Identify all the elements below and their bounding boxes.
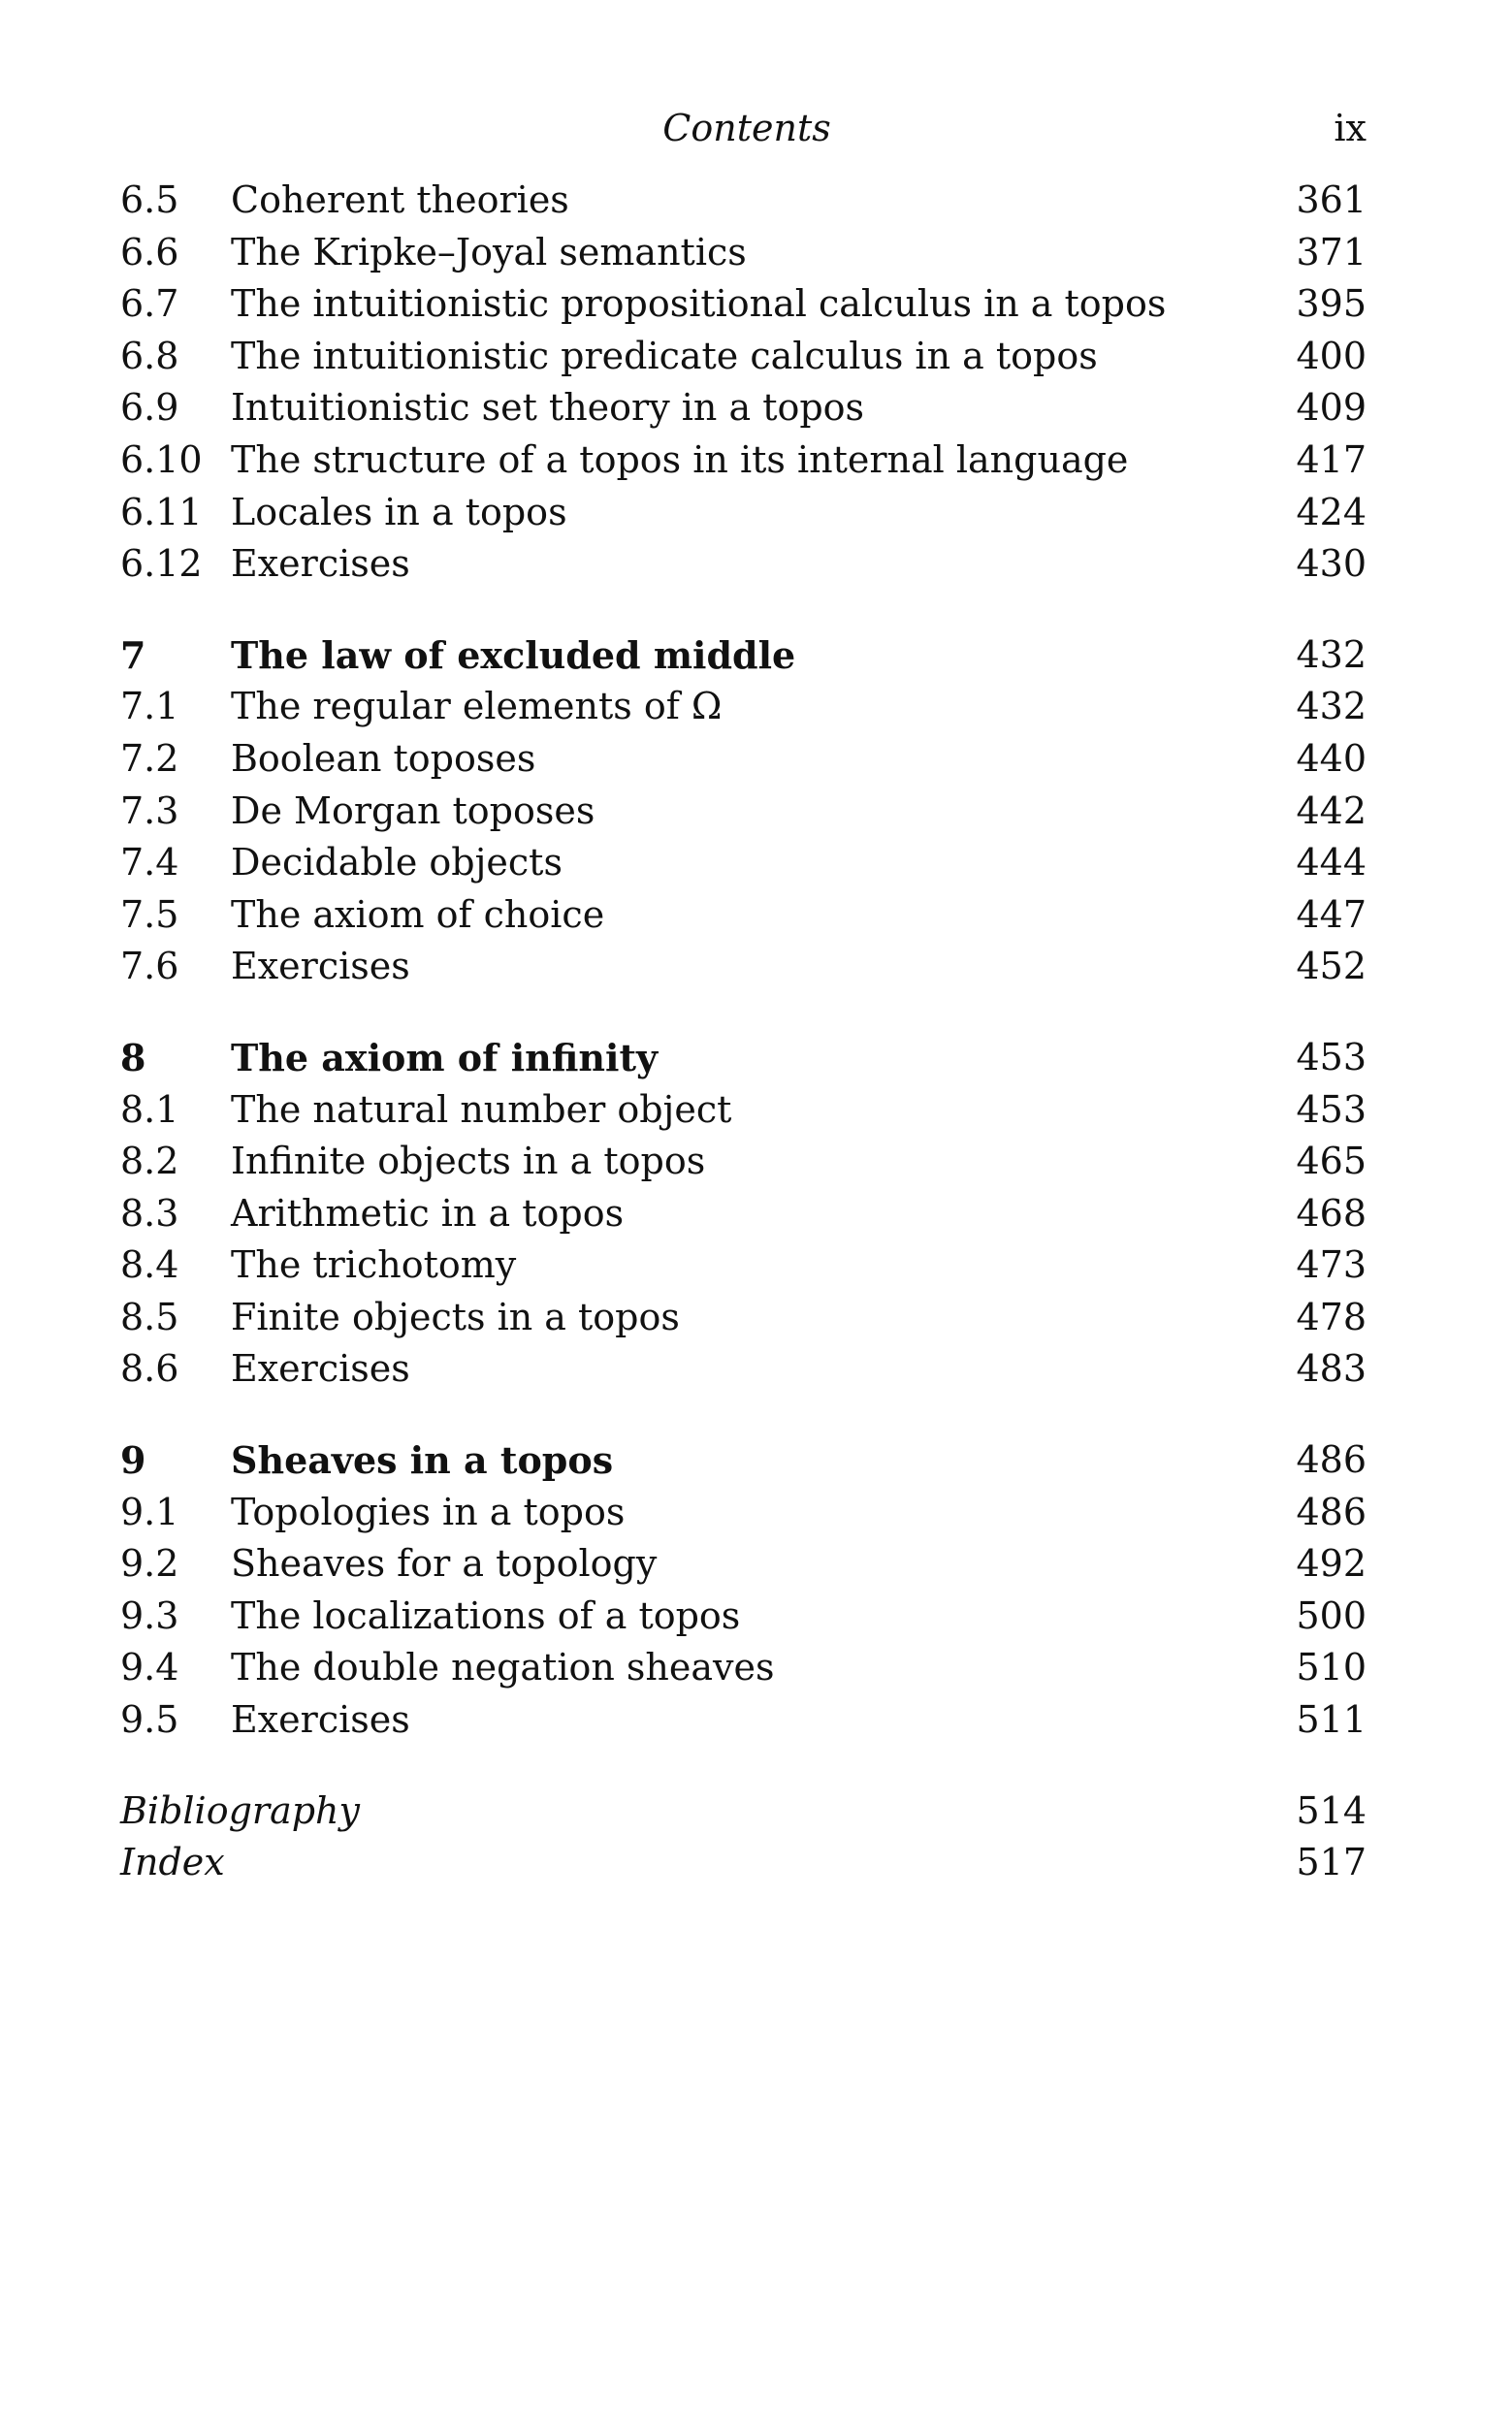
section-number: 6.12	[120, 542, 203, 586]
chapter-number: 8	[120, 1035, 146, 1079]
chapter-number: 9	[120, 1438, 146, 1483]
page-number: 371	[1296, 230, 1367, 273]
page-number: 492	[1296, 1542, 1367, 1586]
section-title: Intuitionistic set theory in a topos	[231, 386, 865, 430]
section-row	[120, 434, 1367, 487]
page-number: 486	[1296, 1490, 1367, 1533]
section-number: 8.1	[120, 1087, 179, 1131]
section-row	[120, 1642, 1367, 1694]
section-row	[120, 1239, 1367, 1292]
section-number: 6.10	[120, 437, 203, 481]
section-number: 8.3	[120, 1191, 179, 1235]
section-number: 8.4	[120, 1243, 179, 1287]
page-number: 468	[1296, 1191, 1367, 1235]
section-title: Decidable objects	[231, 841, 563, 885]
table-of-contents	[120, 175, 1367, 1928]
section-row	[120, 487, 1367, 539]
toc-group	[120, 1434, 1367, 1747]
page-number: 514	[1296, 1788, 1367, 1832]
page-number: 452	[1296, 945, 1367, 988]
section-number: 7.1	[120, 685, 179, 728]
page-number: 483	[1296, 1347, 1367, 1391]
page-number: 444	[1296, 841, 1367, 885]
section-title: The Kripke–Joyal semantics	[231, 230, 747, 273]
section-number: 6.11	[120, 490, 203, 533]
section-title: The localizations of a topos	[231, 1593, 741, 1637]
page-number: 400	[1296, 334, 1367, 377]
chapter-title: Sheaves in a topos	[231, 1438, 614, 1483]
page-number: 417	[1296, 437, 1367, 481]
section-number: 6.9	[120, 386, 179, 430]
section-row	[120, 1591, 1367, 1643]
toc-group	[120, 175, 1367, 591]
back-matter	[120, 1786, 1367, 1889]
chapter-row	[120, 629, 1367, 682]
section-row	[120, 331, 1367, 383]
page-number: 432	[1296, 685, 1367, 728]
section-row	[120, 786, 1367, 838]
section-row	[120, 227, 1367, 279]
section-row	[120, 175, 1367, 227]
page-number: 442	[1296, 788, 1367, 832]
chapter-title: The axiom of infinity	[231, 1035, 659, 1079]
section-number: 7.4	[120, 841, 179, 885]
section-title: The intuitionistic predicate calculus in a topos	[231, 334, 1098, 377]
section-number: 9.2	[120, 1542, 179, 1586]
page-number: 409	[1296, 386, 1367, 430]
section-title: De Morgan toposes	[231, 788, 595, 832]
page-number: 430	[1296, 542, 1367, 586]
section-row	[120, 1343, 1367, 1396]
page-number: 500	[1296, 1593, 1367, 1637]
section-number: 6.6	[120, 230, 179, 273]
page-number: 510	[1296, 1646, 1367, 1689]
section-title: Infinite objects in a topos	[231, 1140, 706, 1183]
section-number: 7.6	[120, 945, 179, 988]
section-title: Locales in a topos	[231, 490, 567, 533]
section-row	[120, 1487, 1367, 1539]
section-title: Coherent theories	[231, 178, 569, 221]
section-row	[120, 1292, 1367, 1344]
section-title: Finite objects in a topos	[231, 1295, 680, 1338]
section-number: 7.5	[120, 892, 179, 936]
section-title: The structure of a topos in its internal language	[231, 437, 1129, 481]
section-row	[120, 681, 1367, 733]
page-number: 478	[1296, 1295, 1367, 1338]
chapter-number: 7	[120, 632, 146, 677]
section-title: The regular elements of Ω	[231, 685, 723, 728]
section-row	[120, 941, 1367, 993]
page-number: 440	[1296, 736, 1367, 780]
section-number: 8.2	[120, 1140, 179, 1183]
section-row	[120, 1136, 1367, 1188]
section-title: The axiom of choice	[231, 892, 605, 936]
page-number: 432	[1296, 632, 1367, 676]
page-number: 473	[1296, 1243, 1367, 1287]
chapter-title: The law of excluded middle	[231, 632, 796, 677]
back-matter-row	[120, 1786, 1367, 1838]
page-number: 395	[1296, 282, 1367, 326]
chapter-row	[120, 1434, 1367, 1487]
section-title: Topologies in a topos	[231, 1490, 626, 1533]
section-title: Sheaves for a topology	[231, 1542, 658, 1586]
section-number: 6.8	[120, 334, 179, 377]
section-title: The double negation sheaves	[231, 1646, 775, 1689]
page-number: 453	[1296, 1035, 1367, 1078]
section-number: 8.6	[120, 1347, 179, 1391]
toc-group	[120, 1032, 1367, 1396]
chapter-row	[120, 1032, 1367, 1084]
section-number: 9.5	[120, 1698, 179, 1742]
section-row	[120, 1538, 1367, 1591]
section-title: Arithmetic in a topos	[231, 1191, 625, 1235]
page-number: 465	[1296, 1140, 1367, 1183]
section-number: 9.3	[120, 1593, 179, 1637]
section-title: Exercises	[231, 1698, 410, 1742]
page-number: 511	[1296, 1698, 1367, 1742]
section-row	[120, 1188, 1367, 1240]
section-title: Exercises	[231, 542, 410, 586]
section-row	[120, 382, 1367, 434]
page-number: 486	[1296, 1438, 1367, 1482]
running-head	[0, 101, 1512, 155]
back-matter-title: Bibliography	[120, 1788, 360, 1832]
section-number: 7.3	[120, 788, 179, 832]
section-row	[120, 837, 1367, 889]
section-number: 6.5	[120, 178, 179, 221]
page-number: 447	[1296, 892, 1367, 936]
section-number: 9.1	[120, 1490, 179, 1533]
section-title: Exercises	[231, 945, 410, 988]
back-matter-row	[120, 1837, 1367, 1889]
running-page-number: ix	[1334, 107, 1367, 149]
toc-group	[120, 629, 1367, 993]
page-number: 517	[1296, 1841, 1367, 1884]
page-number: 361	[1296, 178, 1367, 221]
section-title: Boolean toposes	[231, 736, 536, 780]
section-number: 6.7	[120, 282, 179, 326]
section-row	[120, 538, 1367, 591]
section-row	[120, 889, 1367, 942]
back-matter-title: Index	[120, 1841, 225, 1884]
running-title: Contents	[662, 107, 831, 149]
section-row	[120, 1694, 1367, 1747]
page-number: 424	[1296, 490, 1367, 533]
section-number: 9.4	[120, 1646, 179, 1689]
section-number: 7.2	[120, 736, 179, 780]
section-title: The intuitionistic propositional calculus in a topos	[231, 282, 1167, 326]
section-title: The natural number object	[231, 1087, 732, 1131]
section-number: 8.5	[120, 1295, 179, 1338]
page-number: 453	[1296, 1087, 1367, 1131]
section-row	[120, 733, 1367, 786]
section-row	[120, 278, 1367, 331]
section-row	[120, 1084, 1367, 1137]
section-title: The trichotomy	[231, 1243, 517, 1287]
section-title: Exercises	[231, 1347, 410, 1391]
